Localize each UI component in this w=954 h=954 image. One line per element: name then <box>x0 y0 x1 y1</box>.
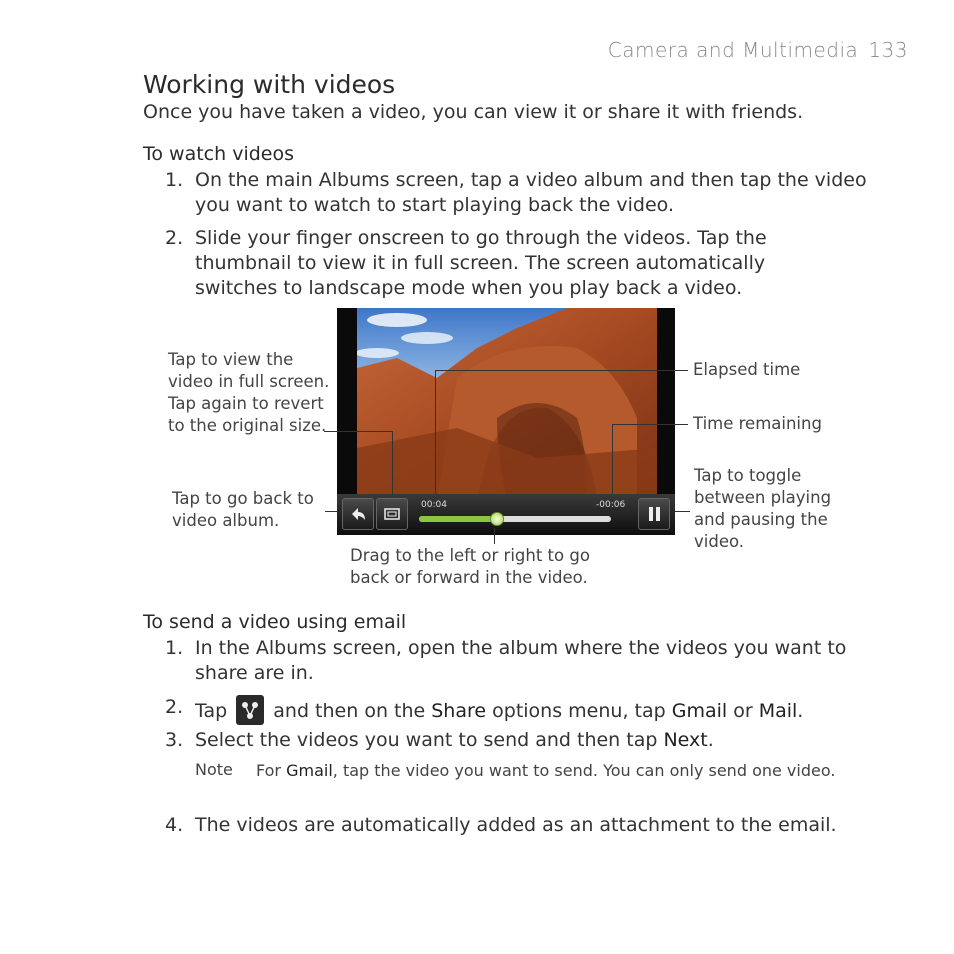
callout-drag: Drag to the left or right to go back or forward in the video. <box>350 546 590 587</box>
play-pause-button[interactable] <box>638 498 670 530</box>
remaining-time: -00:06 <box>596 500 626 510</box>
back-button[interactable] <box>342 498 374 530</box>
note-label: Note <box>195 760 233 779</box>
leader-line-drag <box>494 528 495 544</box>
pause-icon <box>639 499 669 529</box>
page-number: 133 <box>868 38 908 62</box>
fullscreen-icon <box>377 499 407 529</box>
callout-remaining: Time remaining <box>693 414 822 433</box>
leader-line-remaining <box>612 424 688 425</box>
leader-line-elapsed-v <box>435 370 436 495</box>
leader-line-toggle <box>675 511 690 512</box>
callout-toggle: Tap to toggle between playing and pausing the video. <box>694 466 832 551</box>
seek-bar-progress <box>419 516 496 522</box>
share-icon <box>236 695 264 725</box>
video-player-screenshot <box>337 308 675 535</box>
seek-bar-track[interactable] <box>419 516 611 522</box>
watch-step-2-num: 2. <box>165 227 184 249</box>
email-step-2-num: 2. <box>165 696 184 718</box>
callout-fullscreen: Tap to view the video in full screen. Tap again to revert to the original size. <box>168 350 330 435</box>
leader-line-back <box>325 511 337 512</box>
leader-line-fullscreen <box>324 431 392 432</box>
email-step-2-text: Tap and then on the Share options menu, tap Gmail or Mail. <box>195 695 895 725</box>
watch-step-2-text: Slide your finger onscreen to go through the videos. Tap the thumbnail to view it in full screen. The screen automatically switches to landscape mode when you play back a video. <box>195 227 767 299</box>
callout-back: Tap to go back to video album. <box>172 489 314 530</box>
email-step-3-num: 3. <box>165 729 184 751</box>
page-header <box>608 38 908 62</box>
seek-handle[interactable] <box>490 512 504 526</box>
intro-text: Once you have taken a video, you can view it or share it with friends. <box>143 101 804 123</box>
watch-step-1-text: On the main Albums screen, tap a video album and then tap the video you want to watch to start playing back the video. <box>195 169 867 216</box>
leader-line-elapsed <box>435 370 688 371</box>
leader-line-fullscreen-v <box>392 431 393 496</box>
email-heading: To send a video using email <box>143 611 407 633</box>
watch-heading: To watch videos <box>143 143 294 165</box>
elapsed-time: 00:04 <box>421 500 447 510</box>
email-step-3-text: Select the videos you want to send and then tap Next. <box>195 729 714 751</box>
back-arrow-icon <box>343 499 373 529</box>
callout-elapsed: Elapsed time <box>693 360 801 379</box>
fullscreen-button[interactable] <box>376 498 408 530</box>
page-title: Working with videos <box>143 70 396 99</box>
watch-step-1-num: 1. <box>165 169 184 191</box>
section-name: Camera and Multimedia <box>607 38 859 62</box>
email-step-4-num: 4. <box>165 814 184 836</box>
email-step-1-num: 1. <box>165 637 184 659</box>
email-step-1-text: In the Albums screen, open the album where the videos you want to share are in. <box>195 637 847 684</box>
email-step-4-text: The videos are automatically added as an attachment to the email. <box>195 814 837 836</box>
leader-line-remaining-v <box>612 424 613 495</box>
note-text: For Gmail, tap the video you want to send. You can only send one video. <box>256 761 836 780</box>
playback-controls-bar <box>337 494 675 535</box>
